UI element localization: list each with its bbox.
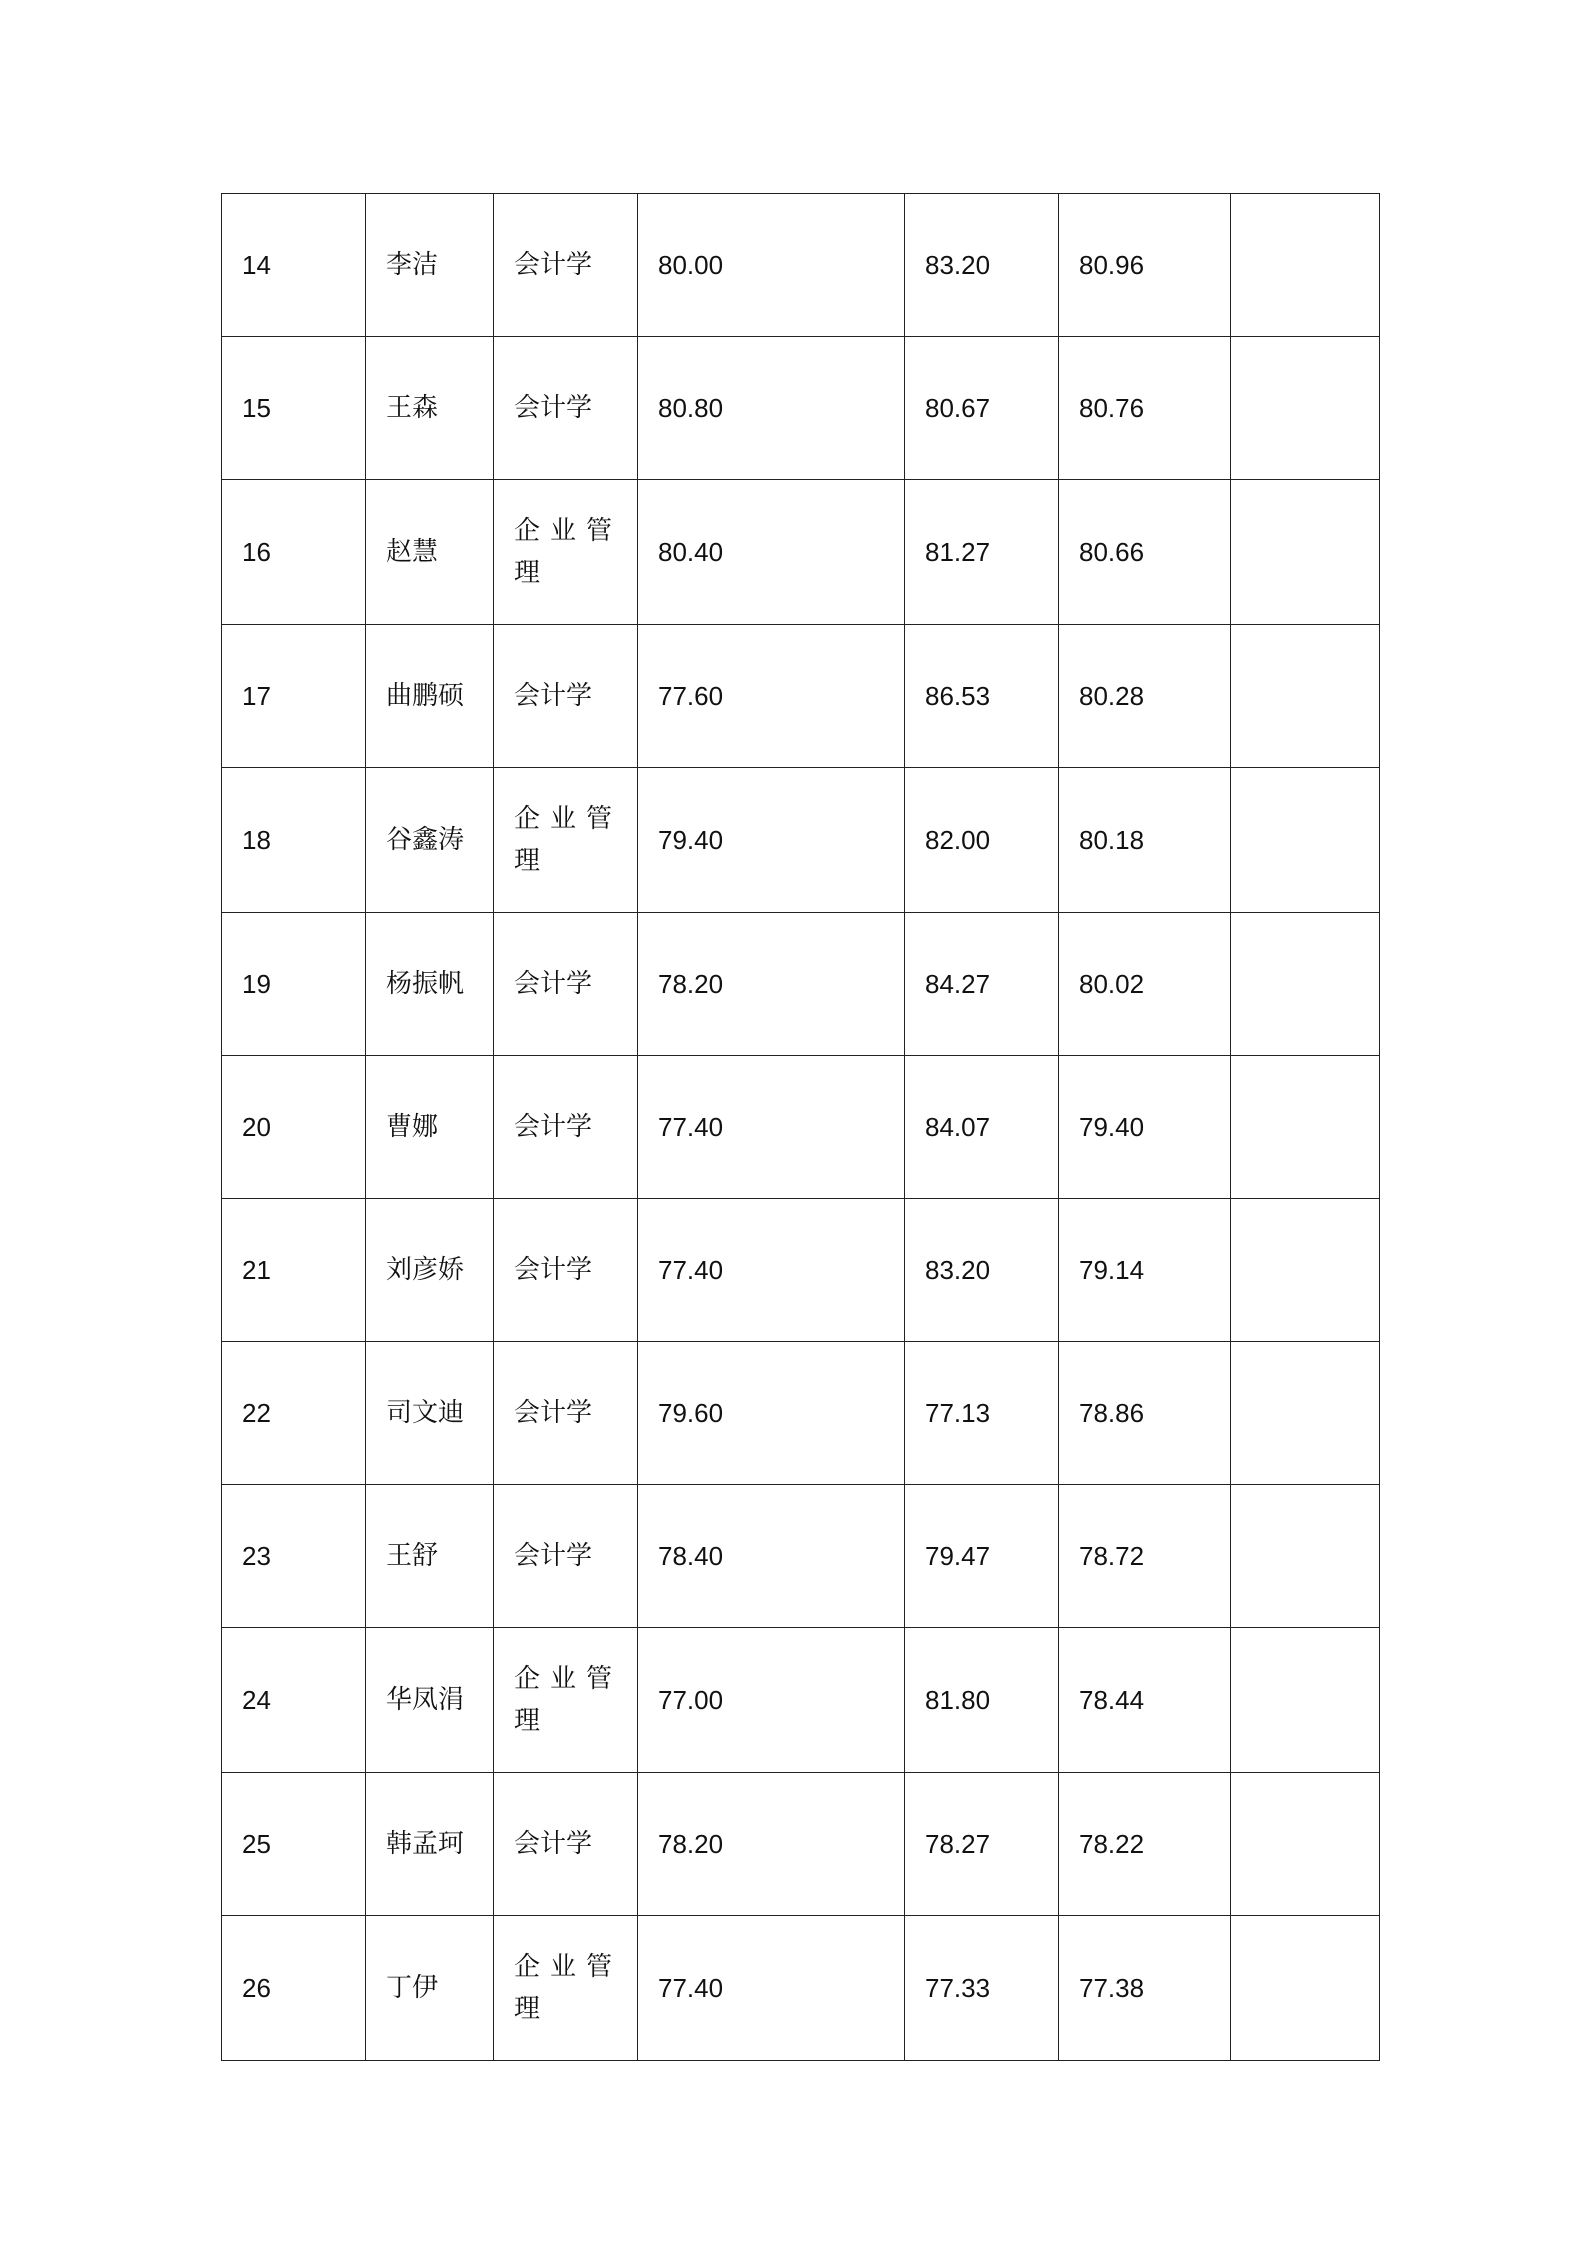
major-label: 企业管理 bbox=[514, 516, 623, 588]
cell-total: 80.18 bbox=[1059, 768, 1231, 913]
cell-major bbox=[494, 1773, 638, 1916]
table-row bbox=[222, 1199, 1380, 1342]
cell-score-a: 78.20 bbox=[638, 1773, 905, 1916]
cell-index: 15 bbox=[222, 337, 366, 480]
cell-index: 20 bbox=[222, 1056, 366, 1199]
cell-total: 80.02 bbox=[1059, 913, 1231, 1056]
cell-name: 丁伊 bbox=[366, 1916, 494, 2061]
cell-name: 王舒 bbox=[366, 1485, 494, 1628]
cell-total: 77.38 bbox=[1059, 1916, 1231, 2061]
table-row bbox=[222, 1916, 1380, 2061]
table-body bbox=[222, 194, 1380, 2061]
cell-total: 78.72 bbox=[1059, 1485, 1231, 1628]
scores-table bbox=[221, 193, 1380, 2061]
cell-major bbox=[494, 1056, 638, 1199]
cell-index: 25 bbox=[222, 1773, 366, 1916]
cell-remark bbox=[1231, 1199, 1380, 1342]
cell-major bbox=[494, 1199, 638, 1342]
cell-index: 24 bbox=[222, 1628, 366, 1773]
cell-score-a: 77.40 bbox=[638, 1916, 905, 2061]
cell-remark bbox=[1231, 1916, 1380, 2061]
cell-name: 谷鑫涛 bbox=[366, 768, 494, 913]
cell-remark bbox=[1231, 1773, 1380, 1916]
cell-major bbox=[494, 768, 638, 913]
cell-total: 80.76 bbox=[1059, 337, 1231, 480]
cell-index: 16 bbox=[222, 480, 366, 625]
cell-name: 韩孟珂 bbox=[366, 1773, 494, 1916]
cell-score-b: 79.47 bbox=[905, 1485, 1059, 1628]
cell-score-b: 84.07 bbox=[905, 1056, 1059, 1199]
cell-score-a: 77.40 bbox=[638, 1199, 905, 1342]
major-label: 会计学 bbox=[514, 250, 593, 280]
cell-major bbox=[494, 1916, 638, 2061]
cell-major bbox=[494, 625, 638, 768]
cell-name: 司文迪 bbox=[366, 1342, 494, 1485]
cell-remark bbox=[1231, 480, 1380, 625]
cell-score-a: 79.40 bbox=[638, 768, 905, 913]
cell-index: 19 bbox=[222, 913, 366, 1056]
cell-score-b: 78.27 bbox=[905, 1773, 1059, 1916]
major-label: 会计学 bbox=[514, 969, 593, 999]
cell-score-a: 78.40 bbox=[638, 1485, 905, 1628]
cell-score-a: 80.00 bbox=[638, 194, 905, 337]
major-label: 会计学 bbox=[514, 393, 593, 423]
cell-score-a: 80.40 bbox=[638, 480, 905, 625]
cell-major bbox=[494, 337, 638, 480]
major-label: 企业管理 bbox=[514, 1664, 623, 1736]
cell-score-b: 81.27 bbox=[905, 480, 1059, 625]
cell-index: 21 bbox=[222, 1199, 366, 1342]
table-row bbox=[222, 1342, 1380, 1485]
cell-index: 18 bbox=[222, 768, 366, 913]
cell-total: 80.96 bbox=[1059, 194, 1231, 337]
cell-name: 刘彦娇 bbox=[366, 1199, 494, 1342]
cell-index: 23 bbox=[222, 1485, 366, 1628]
cell-index: 26 bbox=[222, 1916, 366, 2061]
cell-major bbox=[494, 913, 638, 1056]
table-row bbox=[222, 768, 1380, 913]
cell-score-b: 77.33 bbox=[905, 1916, 1059, 2061]
cell-remark bbox=[1231, 625, 1380, 768]
major-label: 企业管理 bbox=[514, 804, 623, 876]
cell-total: 79.40 bbox=[1059, 1056, 1231, 1199]
cell-index: 17 bbox=[222, 625, 366, 768]
table-row bbox=[222, 625, 1380, 768]
table-row bbox=[222, 1056, 1380, 1199]
cell-remark bbox=[1231, 337, 1380, 480]
cell-score-b: 84.27 bbox=[905, 913, 1059, 1056]
cell-name: 王森 bbox=[366, 337, 494, 480]
cell-remark bbox=[1231, 1628, 1380, 1773]
table-row bbox=[222, 1485, 1380, 1628]
cell-name: 杨振帆 bbox=[366, 913, 494, 1056]
cell-name: 赵慧 bbox=[366, 480, 494, 625]
cell-score-a: 78.20 bbox=[638, 913, 905, 1056]
major-label: 会计学 bbox=[514, 1112, 593, 1142]
cell-name: 曲鹏硕 bbox=[366, 625, 494, 768]
table-row bbox=[222, 1773, 1380, 1916]
cell-total: 80.28 bbox=[1059, 625, 1231, 768]
table-row bbox=[222, 1628, 1380, 1773]
cell-name: 李洁 bbox=[366, 194, 494, 337]
cell-index: 14 bbox=[222, 194, 366, 337]
cell-remark bbox=[1231, 194, 1380, 337]
cell-major bbox=[494, 1485, 638, 1628]
cell-score-a: 77.40 bbox=[638, 1056, 905, 1199]
cell-score-a: 79.60 bbox=[638, 1342, 905, 1485]
cell-name: 华凤涓 bbox=[366, 1628, 494, 1773]
cell-total: 80.66 bbox=[1059, 480, 1231, 625]
cell-score-b: 77.13 bbox=[905, 1342, 1059, 1485]
cell-total: 78.86 bbox=[1059, 1342, 1231, 1485]
cell-total: 79.14 bbox=[1059, 1199, 1231, 1342]
cell-score-b: 82.00 bbox=[905, 768, 1059, 913]
cell-major bbox=[494, 1342, 638, 1485]
major-label: 会计学 bbox=[514, 1255, 593, 1285]
cell-major bbox=[494, 480, 638, 625]
cell-major bbox=[494, 194, 638, 337]
cell-total: 78.22 bbox=[1059, 1773, 1231, 1916]
cell-total: 78.44 bbox=[1059, 1628, 1231, 1773]
cell-score-b: 81.80 bbox=[905, 1628, 1059, 1773]
cell-remark bbox=[1231, 1485, 1380, 1628]
major-label: 会计学 bbox=[514, 1829, 593, 1859]
major-label: 会计学 bbox=[514, 1541, 593, 1571]
cell-name: 曹娜 bbox=[366, 1056, 494, 1199]
table-row bbox=[222, 480, 1380, 625]
major-label: 会计学 bbox=[514, 681, 593, 711]
cell-score-a: 80.80 bbox=[638, 337, 905, 480]
table-row bbox=[222, 337, 1380, 480]
major-label: 会计学 bbox=[514, 1398, 593, 1428]
cell-score-a: 77.00 bbox=[638, 1628, 905, 1773]
cell-remark bbox=[1231, 1342, 1380, 1485]
cell-score-b: 86.53 bbox=[905, 625, 1059, 768]
cell-score-b: 83.20 bbox=[905, 1199, 1059, 1342]
cell-remark bbox=[1231, 1056, 1380, 1199]
cell-remark bbox=[1231, 913, 1380, 1056]
cell-score-b: 80.67 bbox=[905, 337, 1059, 480]
table-row bbox=[222, 913, 1380, 1056]
cell-remark bbox=[1231, 768, 1380, 913]
cell-major bbox=[494, 1628, 638, 1773]
major-label: 企业管理 bbox=[514, 1952, 623, 2024]
table-row bbox=[222, 194, 1380, 337]
cell-score-a: 77.60 bbox=[638, 625, 905, 768]
cell-score-b: 83.20 bbox=[905, 194, 1059, 337]
cell-index: 22 bbox=[222, 1342, 366, 1485]
